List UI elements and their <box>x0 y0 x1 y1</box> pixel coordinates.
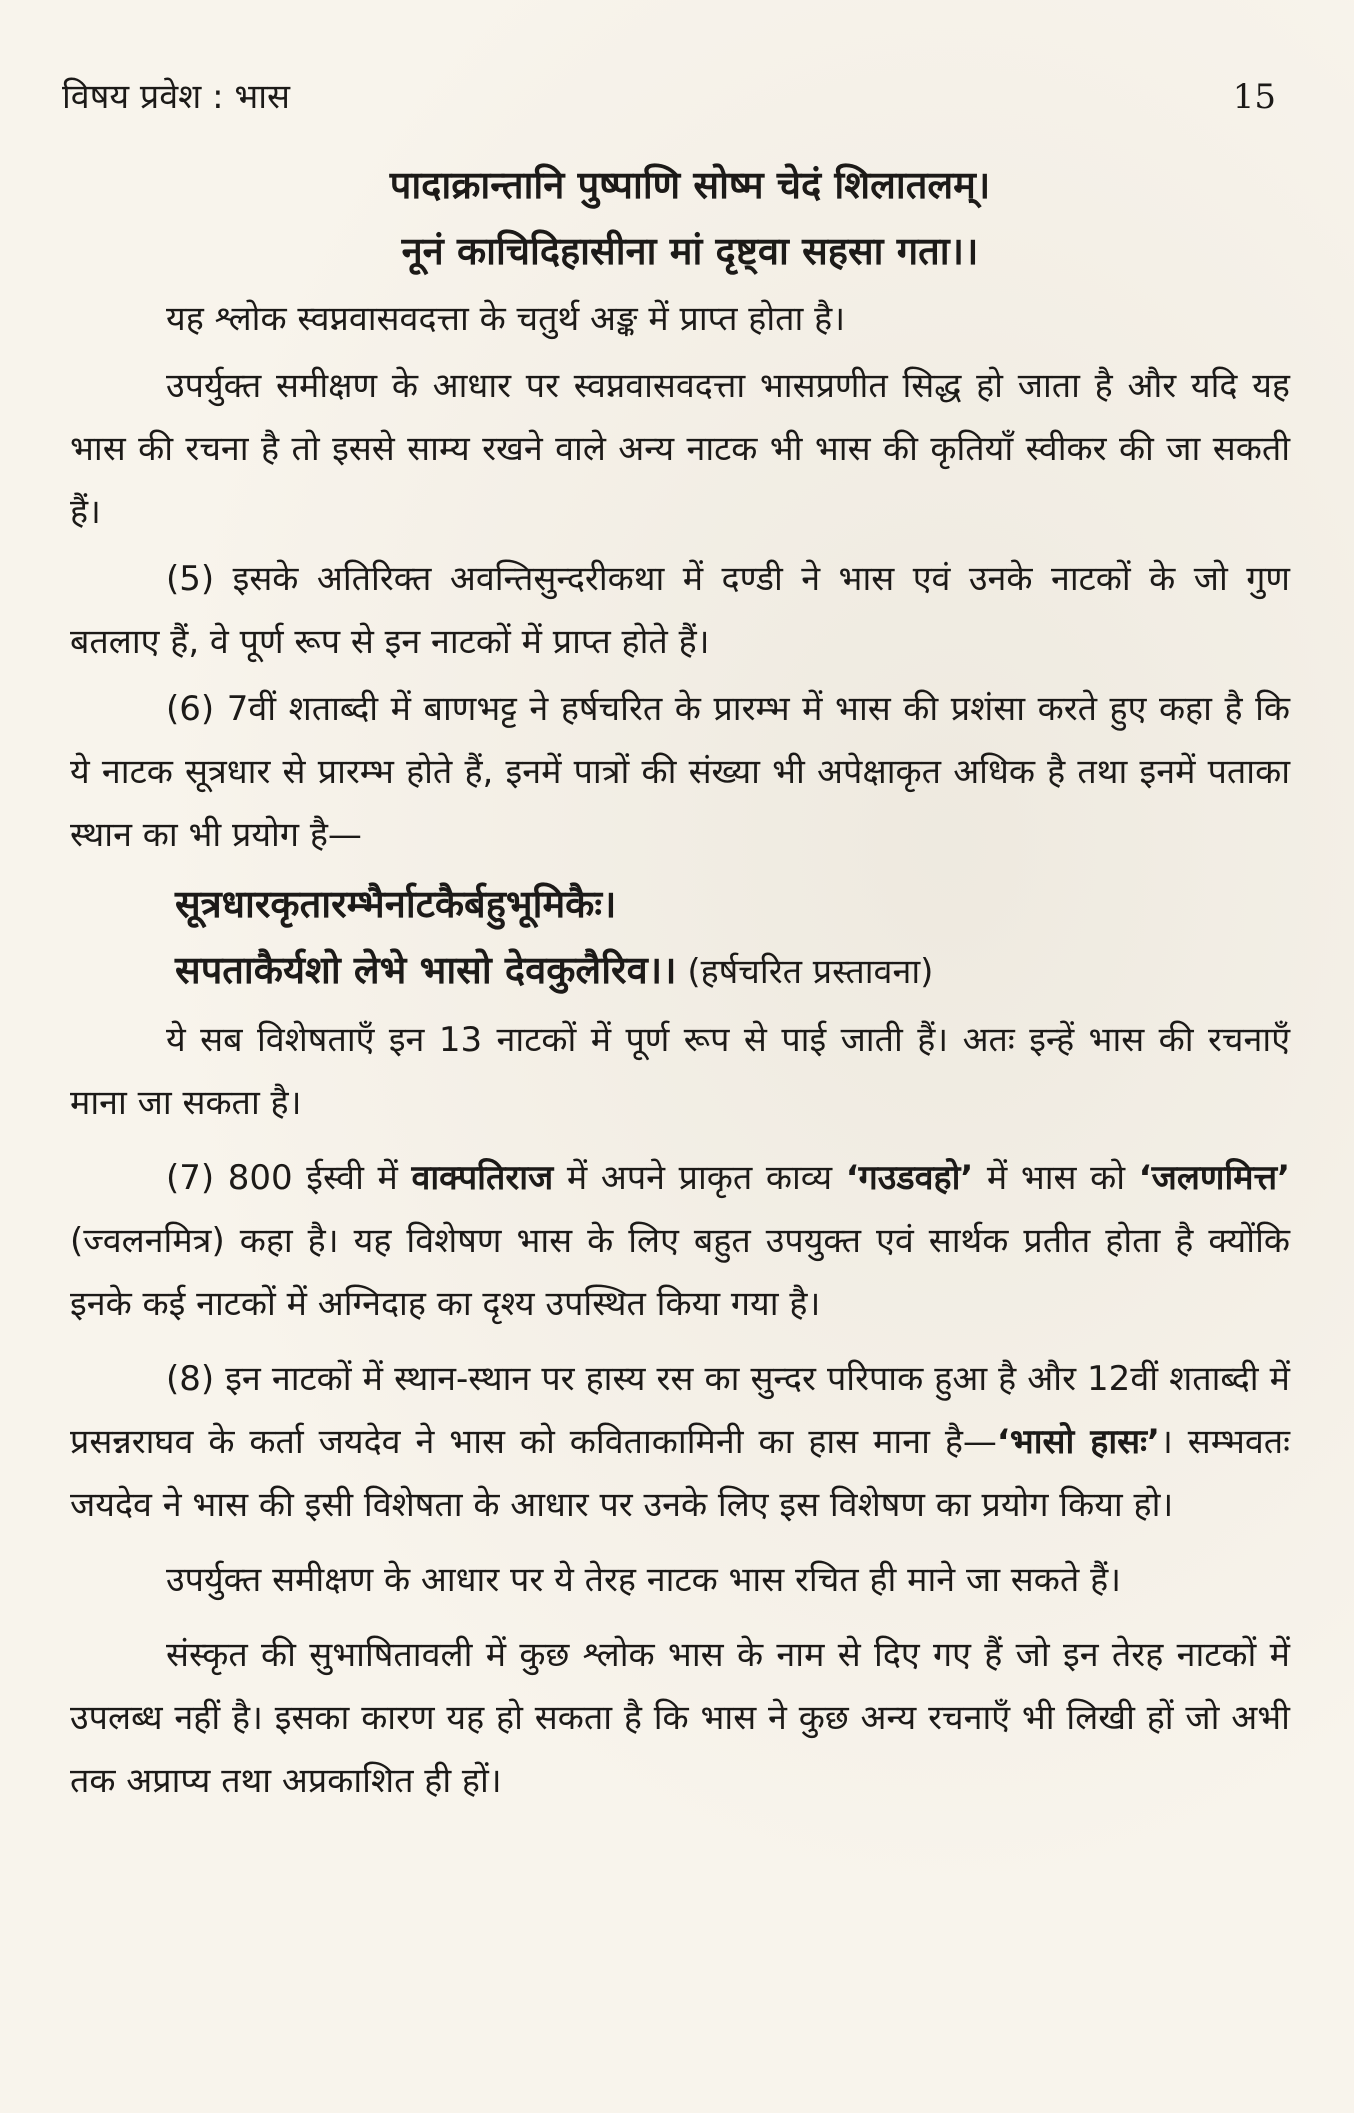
paragraph: उपर्युक्त समीक्षण के आधार पर स्वप्नवासवदत्ता भासप्रणीत सिद्ध हो जाता है और यदि यह भास की रचना है तो इससे साम्य रखने वाले अन्य नाटक भी भास की कृतियाँ स्वीकर की जा सकती हैं। <box>70 366 1290 532</box>
paragraph: (6) 7वीं शताब्दी में बाणभट्ट ने हर्षचरित के प्रारम्भ में भास की प्रशंसा करते हुए कहा है कि ये नाटक सूत्रधार से प्रारम्भ होते हैं, इनमें पात्रों की संख्या भी अपेक्षाकृत अधिक है तथा इनमें पताका स्थान का भी प्रयोग है— <box>70 689 1290 855</box>
citation: (हर्षचरित प्रस्तावना) <box>676 952 934 992</box>
page-body <box>70 152 1290 1813</box>
text-run: । सम्भवतः जयदेव ने भास की इसी विशेषता के आधार पर उनके लिए इस विशेषण का प्रयोग किया हो। <box>70 1422 1291 1525</box>
paragraph <box>70 1348 1290 1537</box>
paragraph: यह श्लोक स्वप्नवासवदत्ता के चतुर्थ अङ्क में प्राप्त होता है। <box>166 299 846 339</box>
text-run: में अपने प्राकृत काव्य <box>553 1158 846 1198</box>
verse-text: सपताकैर्यशो लेभे भासो देवकुलैरिव।। <box>175 948 677 992</box>
paragraph <box>70 1147 1290 1336</box>
paragraph: ये सब विशेषताएँ इन 13 नाटकों में पूर्ण रूप से पाई जाती हैं। अतः इन्हें भास की रचनाएँ माना जा सकता है। <box>70 1020 1290 1123</box>
paragraph: (5) इसके अतिरिक्त अवन्तिसुन्दरीकथा में दण्डी ने भास एवं उनके नाटकों के जो गुण बतलाए हैं, वे पूर्ण रूप से इन नाटकों में प्राप्त होते हैं। <box>70 559 1290 662</box>
verse-line: पादाक्रान्तानि पुष्पाणि सोष्म चेदं शिलातलम्। <box>389 163 991 207</box>
text-run: (ज्वलनमित्र) कहा है। यह विशेषण भास के लिए बहुत उपयुक्त एवं सार्थक प्रतीत होता है क्योंकि इनके कई नाटकों में अग्निदाह का दृश्य उपस्थित किया गया है। <box>70 1221 1290 1324</box>
verse-line: नूनं काचिदिहासीना मां दृष्ट्वा सहसा गता।। <box>401 229 979 273</box>
text-run: (7) 800 ईस्वी में <box>166 1158 412 1198</box>
epithet: ‘जलणमित्त’ <box>1138 1158 1290 1198</box>
running-head: विषय प्रवेश : भास <box>62 77 291 117</box>
author-name: वाक्पतिराज <box>411 1158 554 1198</box>
verse-line <box>70 937 1290 1005</box>
verse-line: सूत्रधारकृतारम्भैर्नाटकैर्बहुभूमिकैः। <box>175 882 617 926</box>
page-number: 15 <box>1232 77 1276 117</box>
paragraph: उपर्युक्त समीक्षण के आधार पर ये तेरह नाटक भास रचित ही माने जा सकते हैं। <box>166 1560 1122 1600</box>
text-run: में भास को <box>973 1158 1139 1198</box>
quote: ‘भासो हासः’ <box>996 1422 1160 1462</box>
page-header <box>62 72 1276 122</box>
text-run: (8) इन नाटकों में स्थान-स्थान पर हास्य रस का सुन्दर परिपाक हुआ है और 12वीं शताब्दी में प्रसन्नराघव के कर्ता जयदेव ने भास को कविताकामिनी का हास माना है— <box>70 1359 1290 1462</box>
paragraph: संस्कृत की सुभाषितावली में कुछ श्लोक भास के नाम से दिए गए हैं जो इन तेरह नाटकों में उपलब्ध नहीं है। इसका कारण यह हो सकता है कि भास ने कुछ अन्य रचनाएँ भी लिखी हों जो अभी तक अप्राप्य तथा अप्रकाशित ही हों। <box>70 1635 1290 1801</box>
work-title: ‘गउडवहो’ <box>845 1158 974 1198</box>
